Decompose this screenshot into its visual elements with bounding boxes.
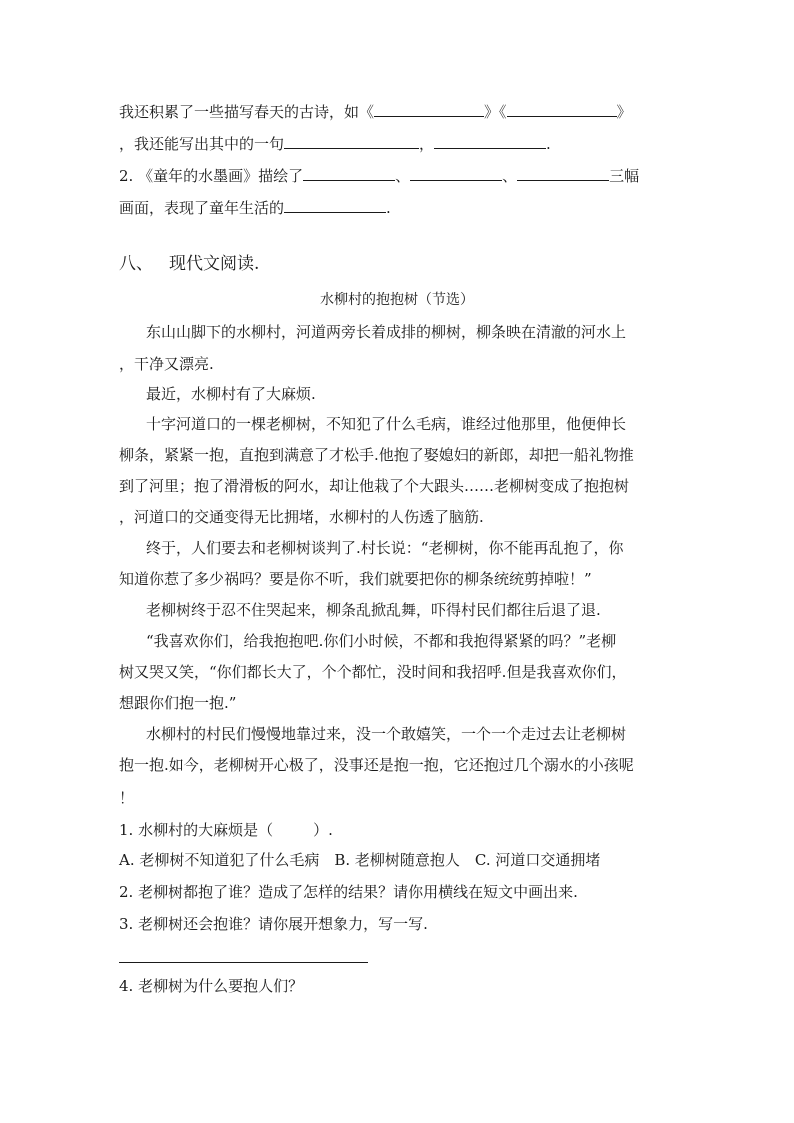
picture-blank-3[interactable] (517, 166, 609, 181)
question-1 (119, 820, 333, 840)
article-line: “我喜欢你们，给我抱抱吧.你们小时候，不都和我抱得紧紧的吗？”老柳 (146, 632, 617, 650)
question-4: 4. 老柳树为什么要抱人们？ (119, 977, 304, 995)
poem-line-blank-1[interactable] (284, 134, 419, 149)
poem-title-blank-2[interactable] (507, 102, 617, 117)
question-2-line-1 (119, 166, 639, 186)
poetry-line-1-prefix: 我还积累了一些描写春天的古诗，如《 (119, 103, 375, 121)
poem-line-blank-2[interactable] (434, 134, 546, 149)
question-1-options: A. 老柳树不知道犯了什么毛病 B. 老柳树随意抱人 C. 河道口交通拥堵 (119, 851, 601, 869)
article-line: 水柳村的村民们慢慢地靠过来，没一个敢嬉笑，一个一个走过去让老柳树 (146, 725, 627, 743)
picture-blank-1[interactable] (303, 166, 395, 181)
article-line: 到了河里；抱了滑滑板的阿水，却让他栽了个大跟头……老柳树变成了抱抱树 (119, 477, 630, 495)
question-2-line-2-prefix: 画面，表现了童年生活的 (119, 199, 285, 217)
poetry-line-2-mid: ， (419, 135, 435, 153)
article-line: 东山山脚下的水柳村，河道两旁长着成排的柳树，柳条映在清澈的河水上 (146, 323, 627, 341)
question-2: 2. 老柳树都抱了谁？造成了怎样的结果？请你用横线在短文中画出来. (119, 883, 578, 901)
question-2-line-2-end: . (386, 199, 391, 217)
poetry-line-1-mid: 》《 (484, 103, 507, 121)
poetry-line-2-end: . (546, 135, 551, 153)
question-1-suffix: ）. (313, 821, 333, 839)
question-2-prefix: 2. 《童年的水墨画》描绘了 (119, 167, 304, 185)
question-3: 3. 老柳树还会抱谁？请你展开想象力，写一写. (119, 915, 428, 933)
poetry-line-1-end: 》 (616, 103, 632, 121)
article-line: 终于，人们要去和老柳树谈判了.村长说：“老柳树，你不能再乱抱了，你 (146, 539, 624, 557)
article-line: 柳条，紧紧一抱，直抱到满意了才松手.他抱了娶媳妇的新郎，却把一船礼物推 (119, 446, 634, 464)
poetry-line-2 (119, 134, 551, 154)
article-line: 十字河道口的一棵老柳树，不知犯了什么毛病，谁经过他那里，他便伸长 (146, 415, 627, 433)
article-line: 想跟你们抱一抱.” (119, 694, 237, 712)
article-line: 树又哭又笑，“你们都长大了，个个都忙，没时间和我招呼.但是我喜欢你们， (119, 663, 627, 681)
answer-line[interactable] (119, 962, 368, 963)
picture-blank-2[interactable] (410, 166, 502, 181)
article-line: ，干净又漂亮. (119, 355, 214, 373)
article-line: 知道你惹了多少祸吗？要是你不听，我们就要把你的柳条统统剪掉啦！” (119, 570, 592, 588)
article-title: 水柳村的抱抱树（节选） (320, 292, 474, 308)
poetry-line-2-prefix: ，我还能写出其中的一句 (119, 135, 285, 153)
question-2-sep-2: 、 (502, 167, 518, 185)
article-line: 老柳树终于忍不住哭起来，柳条乱掀乱舞，吓得村民们都往后退了退. (146, 601, 601, 619)
article-line: ！ (119, 789, 135, 807)
section-heading (119, 254, 259, 274)
question-2-sep-1: 、 (395, 167, 411, 185)
question-2-line-2 (119, 198, 391, 218)
question-2-suffix: 三幅 (609, 167, 640, 185)
question-1-prefix: 1. 水柳村的大麻烦是（ (119, 821, 274, 839)
poetry-line-1 (119, 102, 632, 122)
article-line: 抱一抱.如今，老柳树开心极了，没事还是抱一抱，它还抱过几个溺水的小孩呢 (119, 756, 634, 774)
poem-title-blank-1[interactable] (374, 102, 484, 117)
section-title: 现代文阅读. (169, 254, 260, 274)
section-number: 八、 (119, 254, 153, 274)
article-line: 最近，水柳村有了大麻烦. (146, 385, 316, 403)
article-line: ，河道口的交通变得无比拥堵，水柳村的人伤透了脑筋. (119, 508, 484, 526)
childhood-blank[interactable] (284, 198, 386, 213)
